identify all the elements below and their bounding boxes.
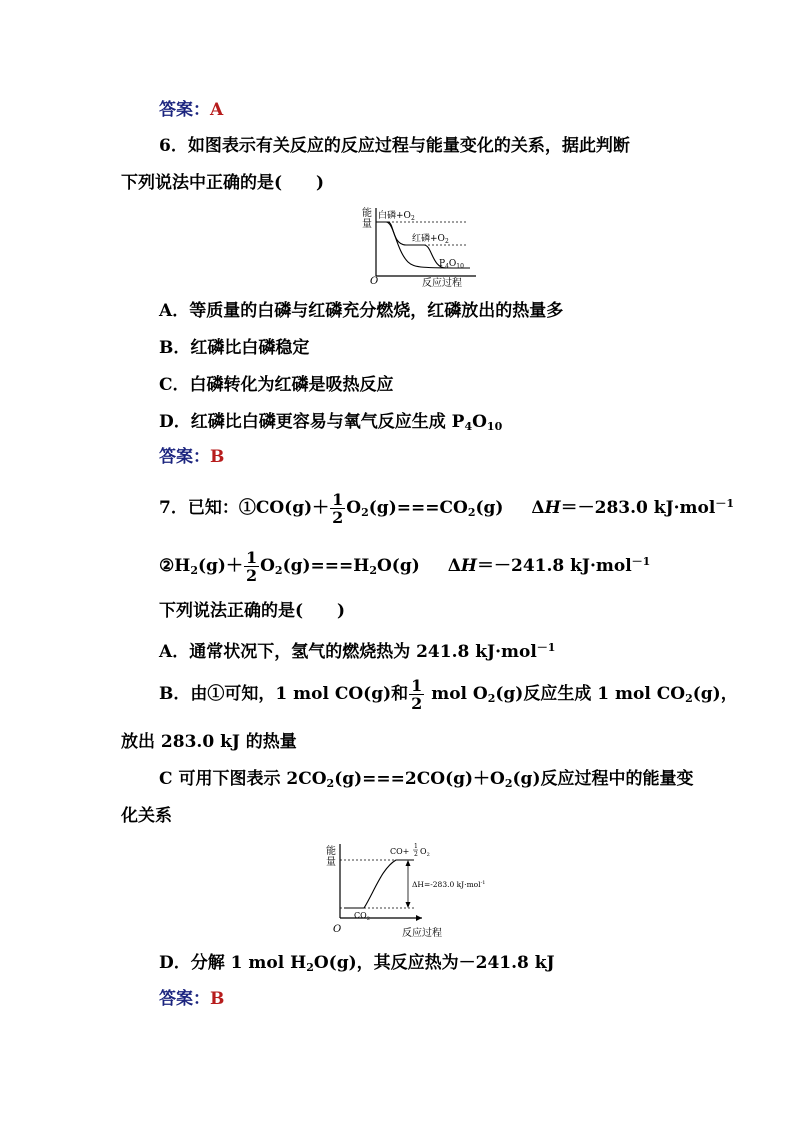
q7-option-b: B．由①可知，1 mol CO(g)和 $\frac{1}{2}$ mol $O_2(g)$反应生成 1 mol $CO_2(g)$， [159,676,738,713]
q7-answer: 答案：B [159,989,225,1009]
q6-y-label-2: 量 [362,219,372,230]
q6-option-a: A．等质量的白磷与红磷充分燃烧，红磷放出的热量多 [159,301,564,321]
q6-origin: O [370,276,379,287]
q7-option-a: A．通常状况下，氢气的燃烧热为 241.8 kJ·mol$^{-1}$ [159,641,556,662]
q6-stem-line1: 6．如图表示有关反应的反应过程与能量变化的关系，据此判断 [159,136,630,156]
q7-origin: O [333,924,342,935]
q7-option-c-line2: 化关系 [121,806,172,826]
q6-option-b: B．红磷比白磷稳定 [159,338,310,358]
q7-energy-diagram [322,840,522,940]
svg-text:O2: $O_2$ [420,847,430,858]
svg-text:2: 2 [414,851,418,858]
q7-option-b-line2: 放出 283.0 kJ 的热量 [121,732,297,752]
q6-red-p-label: 红磷$+O_2$ [412,234,449,245]
q6-answer: 答案：B [159,447,225,467]
q7-x-label: 反应过程 [402,928,442,939]
q7-equation-2: $②H_2(g)+$ $\frac{1}{2}$ $O_2(g)===H_2O(g)$ ΔH＝－241.8 kJ·mol$^{-1}$ [159,548,651,585]
q7-y-label-1: 能 [326,846,336,857]
q5-answer: 答案：A [159,100,224,120]
q7-y-label-2: 量 [326,857,336,868]
q6-red-p-curve [376,222,446,268]
q6-energy-diagram [360,204,480,288]
q6-option-c: C．白磷转化为红磷是吸热反应 [159,375,394,395]
q6-x-label: 反应过程 [422,278,462,289]
q6-white-p-label: 白磷$+O_2$ [378,211,415,222]
q7-dh-label: ΔH=-283.0 kJ·mol$^{-1}$ [412,880,486,889]
q7-option-d: D．分解 1 mol $H_2O(g)$，其反应热为－241.8 kJ [159,953,555,974]
q7-bottom-label: $CO_2$ [354,911,370,922]
q7-option-c: C 可用下图表示 $2CO_2(g)===2CO(g)+O_2(g)$反应过程中的能量变 [159,769,694,790]
half-fraction: $\frac{1}{2}$ [332,490,344,527]
q7-equation-1: 7．已知：①CO(g)＋ $\frac{1}{2}$ $O_2(g)===CO_2(g)$ ΔH＝－283.0 kJ·mol$^{-1}$ [159,490,734,527]
svg-text:1: 1 [414,843,418,850]
q6-p4o10-label: $P_4O_{10}$ [439,259,464,270]
q6-option-d: D．红磷比白磷更容易与氧气反应生成 $P_4O_{10}$ [159,412,503,433]
q6-stem-line2: 下列说法中正确的是( ) [121,173,325,193]
q7-stem: 下列说法正确的是( ) [159,601,346,621]
q6-y-label-1: 能 [362,208,372,219]
q7-energy-curve [344,860,414,908]
q7-top-label: CO+ [390,847,410,856]
